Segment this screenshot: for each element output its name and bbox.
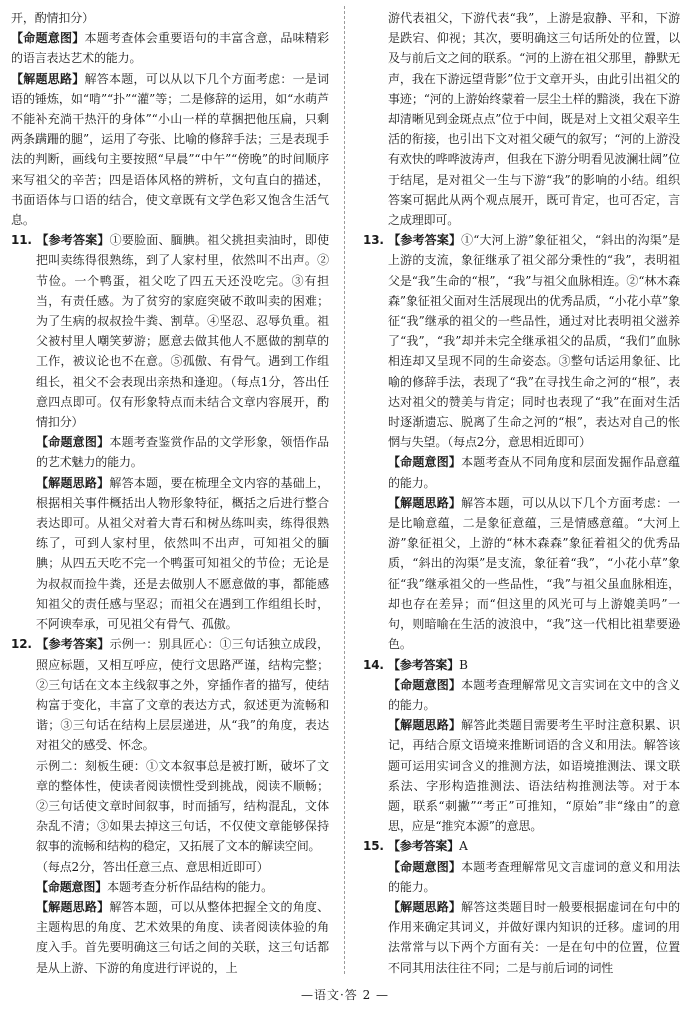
q10-intent: 【命题意图】本题考查体会重要语句的丰富含意，品味精彩的语言表达艺术的能力。	[11, 31, 329, 66]
intent-tag: 【命题意图】	[388, 677, 462, 692]
question-number: 15.	[363, 839, 384, 854]
thinking-tag: 【解题思路】	[388, 495, 462, 510]
q12-thinking: 【解题思路】解答本题，可以从整体把握全文的角度、主题构思的角度、艺术效果的角度、读者阅读体验的角度入手。首先要明确这三句话之间的关联，这三句话都是从上游、下游的角度进行评说的，上	[36, 899, 329, 975]
left-column	[11, 8, 329, 978]
q13-answer: 13. 【参考答案】①“大河上游”象征祖父，“斜出的沟渠”是上游的支流，象征继承了祖父部分秉性的“我”，表明祖父是“我”生命的“根”，“我”与祖父血脉相连。②“林木森森”象征祖父面对生活展现出的优秀品质，“小花小草”象征“我”继承的祖父的一些品性，通过对比表明祖父滋养了“我”，“我”却并未完全继承祖父的品质，“我们”血脉相连却又呈现不同的生命姿态。③整句话运用象征、比喻的修辞手法，表现了“我”在寻找生命之河的“根”，表达对祖父的赞美与肯定；同时也表现了“我”在面对生活时逐渐遗忘、脱离了生命之河的“根”，表达对自己的怅惘与失望。（每点2分，意思相近即可）	[363, 230, 680, 452]
q11-answer: 11. 【参考答案】①要脸面、腼腆。祖父挑担卖油时，即使把叫卖练得很熟练，到了人家村里，依然叫不出声。②节俭。一个鸭蛋，祖父吃了四五天还没吃完。③有担当，有责任感。为了贫穷的家庭突破不敢叫卖的困难；为了生病的叔叔捡牛粪、割草。④坚忍、忍辱负重。祖父被村里人嘲笑萝游；愿意去做其他人不愿做的割草的工作，被议论也不在意。⑤孤傲、有骨气。遇到工作组组长，祖父不会表现出亲热和逢迎。（每点1分，答出任意四点即可。仅有形象特点而未结合文章内容展开，酌情扣分）	[11, 230, 329, 432]
question-number: 13.	[363, 233, 384, 248]
answer-tag: 【参考答案】	[36, 233, 110, 248]
question-number: 14.	[363, 657, 384, 672]
q13-thinking: 【解题思路】解答本题，可以从以下几个方面考虑：一是比喻意蕴，二是象征意蕴，三是情感意蕴。“大河上游”象征祖父，上游的“林木森森”象征着祖父的优秀品质，“斜出的沟渠”是支流，象征着“我”，“小花小草”象征“我”继承祖父的一些品性，“我”与祖父虽血脉相连，却也存在差异；而“但这里的风光可与上游媲美吗”一句，则暗喻在生活的波浪中，“我”这一代相比祖辈要逊色。	[388, 495, 680, 652]
q12-answer: 12. 【参考答案】示例一：别具匠心：①三句话独立成段，照应标题，又相互呼应，使行文思路严谨，结构完整；②三句话在文本主线叙事之外，穿插作者的描写，使结构富于变化，丰富了文章的表达方式，叙述更为流畅和谐；③三句话在结构上层层递进，从“我”的角度，表达对祖父的感受、怀念。	[11, 634, 329, 755]
thinking-tag: 【解题思路】	[388, 899, 462, 914]
thinking-tag: 【解题思路】	[36, 899, 110, 914]
q12-thinking-continued: 游代表祖父，下游代表“我”，上游是寂静、平和，下游是跌宕、仰视；其次，要明确这三句话所处的位置，以及与前后文之间的联系。“河的上游在祖父那里，静默无声，我在下游远望背影”位于文章开头，由此引出祖父的事迹；“河的上游始终蒙着一层尘土样的黯淡，我在下游却清晰见到金斑点点”位于中间，既是对上文祖父艰辛生活的衔接，也引出下文对祖父硬气的叙写；“河的上游没有欢快的哗哗波涛声，但我在下游分明看见波澜壮阔”位于结尾，是对祖父一生与下游“我”的影响的小结。组织答案可据此从两个观点展开，既可肯定，也可否定，言之成理即可。	[388, 11, 680, 228]
intent-tag: 【命题意图】	[36, 879, 108, 894]
q11-thinking: 【解题思路】解答本题，要在梳理全文内容的基础上，根据相关事件概括出人物形象特征，概括之后进行整合表达即可。从祖父对着大青石和树丛练叫卖，练得很熟练了，可到人家村里，依然叫不出声，可知祖父的腼腆；从四五天吃不完一个鸭蛋可知祖父的节俭；无论是为叔叔而捡牛粪，还是去做别人不愿意做的事，都能感知祖父的责任感与坚忍；而祖父在遇到工作组组长时，不阿谀奉承，可见祖父有骨气、孤傲。	[36, 475, 329, 632]
intent-tag: 【命题意图】	[388, 859, 462, 874]
answer-tag: 【参考答案】	[388, 233, 462, 248]
question-number: 12.	[11, 637, 32, 652]
answer-tag: 【参考答案】	[388, 657, 460, 672]
q14-answer: 14. 【参考答案】B	[363, 655, 680, 675]
q10-thinking: 【解题思路】解答本题，可以从以下几个方面考虑：一是词语的锤炼，如“啃”“扑”“灌”等；二是修辞的运用，如“水萌芦不能补充淌干热汗的身体”“小山一样的草捆把他压扁，只剩两条蹒跚的腿”，运用了夸张、比喻的修辞手法；三是表现手法的判断，画线句主要按照“早晨”“中午”“傍晚”的时间顺序来写祖父的辛苦；四是语体风格的辨析，文句直白的描述，书面语体与口语的结合，使文章既有文学色彩又饱含生活气息。	[11, 71, 329, 228]
thinking-tag: 【解题思路】	[11, 71, 85, 86]
right-column	[363, 8, 680, 978]
q15-answer: 15. 【参考答案】A	[363, 836, 680, 856]
q12-intent: 【命题意图】本题考查分析作品结构的能力。	[36, 879, 274, 894]
thinking-tag: 【解题思路】	[388, 718, 462, 733]
column-divider	[344, 6, 345, 974]
intro-line: 开，酌情扣分）	[11, 11, 94, 25]
page-footer: —语文·答 2 —	[300, 988, 390, 1002]
q14-thinking: 【解题思路】解答此类题目需要考生平时注意积累、识记，再结合原文语境来推断词语的含义和用法。解答该题可运用实词含义的推测方法，如语境推测法、课文联系法、字形构造推测法、语法结构推测法等。对于本题，联系“刺撇”“考正”可推知，“原始”非“缘由”的意思，应是“推究本源”的意思。	[388, 718, 680, 834]
question-number: 11.	[11, 233, 32, 248]
intent-tag: 【命题意图】	[36, 435, 110, 450]
q14-intent: 【命题意图】本题考查理解常见文言实词在文中的含义的能力。	[388, 677, 680, 712]
q15-thinking: 【解题思路】解答这类题目时一般要根据虚词在句中的作用来确定其词义，并做好课内知识的迁移。虚词的用法常常与以下两个方面有关：一是在句中的位置，位置不同其用法往往不同；二是与前后词的词性	[388, 899, 680, 975]
intent-tag: 【命题意图】	[388, 455, 462, 470]
q15-intent: 【命题意图】本题考查理解常见文言虚词的意义和用法的能力。	[388, 859, 680, 894]
q11-intent: 【命题意图】本题考查鉴赏作品的文学形象，领悟作品的艺术魅力的能力。	[36, 435, 329, 470]
answer-tag: 【参考答案】	[36, 637, 110, 652]
q12-score-note: （每点2分，答出任意三点、意思相近即可）	[36, 859, 269, 874]
answer-tag: 【参考答案】	[388, 839, 460, 854]
intent-tag: 【命题意图】	[11, 31, 85, 46]
thinking-tag: 【解题思路】	[36, 475, 110, 490]
q12-example-two: 示例二：刻板生硬：①文本叙事总是被打断，破坏了文章的整体性，使读者阅读惯性受到挑战，阅读不顺畅；②三句话使文章时间叙事，时而插写，结构混乱，文体杂乱不清；③如果去掉这三句话，不仅使文章能够保持叙事的流畅和结构的稳定，又拓展了文本的解读空间。	[36, 758, 329, 854]
q13-intent: 【命题意图】本题考查从不同角度和层面发掘作品意蕴的能力。	[388, 455, 680, 490]
